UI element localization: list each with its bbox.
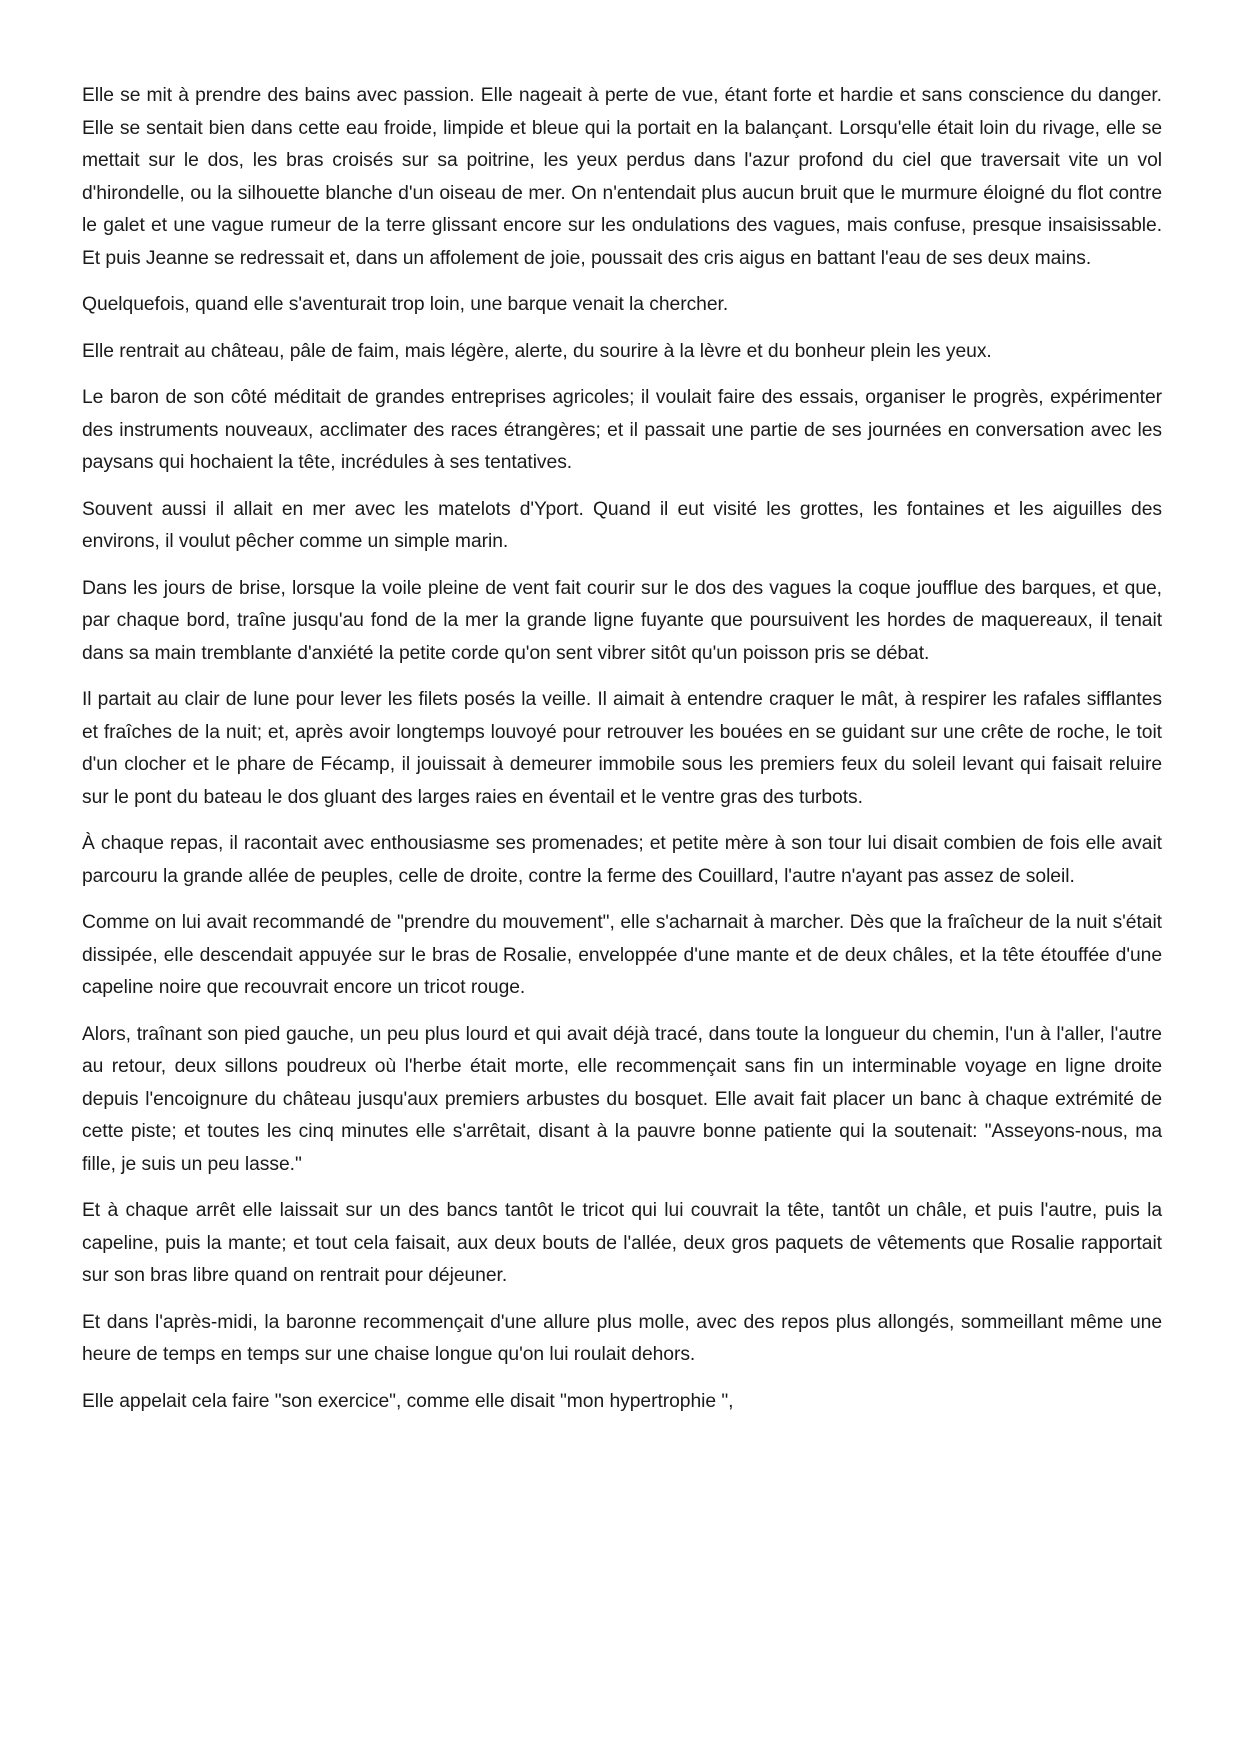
paragraph-10: Alors, traînant son pied gauche, un peu plus lourd et qui avait déjà tracé, dans toute la longueur du chemin, l'un à l'aller, l'autre au retour, deux sillons poudreux où l'herbe était morte, elle recommençait sans fin un interminable voyage en ligne droite depuis l'encoignure du château jusqu'aux premiers arbustes du bosquet. Elle avait fait placer un banc à chaque extrémité de cette piste; et toutes les cinq minutes elle s'arrêtait, disant à la pauvre bonne patiente qui la soutenait: "Asseyons-nous, ma fille, je suis un peu lasse." — [82, 1023, 1162, 1175]
paragraph-13: Elle appelait cela faire "son exercice", comme elle disait "mon hypertrophie ", — [82, 1390, 734, 1412]
paragraph-1: Elle se mit à prendre des bains avec passion. Elle nageait à perte de vue, étant forte et hardie et sans conscience du danger. Elle se sentait bien dans cette eau froide, limpide et bleue qui la portait en la balançant. Lorsqu'elle était loin du rivage, elle se mettait sur le dos, les bras croisés sur sa poitrine, les yeux perdus dans l'azur profond du ciel que traversait vite un vol d'hirondelle, ou la silhouette blanche d'un oiseau de mer. On n'entendait plus aucun bruit que le murmure éloigné du flot contre le galet et une vague rumeur de la terre glissant encore sur les ondulations des vagues, mais confuse, presque insaisissable. Et puis Jeanne se redressait et, dans un affolement de joie, poussait des cris aigus en battant l'eau de ses deux mains. — [82, 85, 1162, 269]
paragraph-9: Comme on lui avait recommandé de "prendre du mouvement", elle s'acharnait à marcher. Dès que la fraîcheur de la nuit s'était dissipée, elle descendait appuyée sur le bras de Rosalie, enveloppée d'une mante et de deux châles, et la tête étouffée d'une capeline noire que recouvrait encore un tricot rouge. — [82, 912, 1162, 998]
paragraph-2: Quelquefois, quand elle s'aventurait trop loin, une barque venait la chercher. — [82, 294, 729, 315]
paragraph-3: Elle rentrait au château, pâle de faim, mais légère, alerte, du sourire à la lèvre et du bonheur plein les yeux. — [82, 340, 992, 362]
paragraph-4: Le baron de son côté méditait de grandes entreprises agricoles; il voulait faire des essais, organiser le progrès, expérimenter des instruments nouveaux, acclimater des races étrangères; et il passait une partie de ses journées en conversation avec les paysans qui hochaient la tête, incrédules à ses tentatives. — [82, 387, 1162, 473]
paragraph-8: À chaque repas, il racontait avec enthousiasme ses promenades; et petite mère à son tour lui disait combien de fois elle avait parcouru la grande allée de peuples, celle de droite, contre la ferme des Couillard, l'autre n'ayant pas assez de soleil. — [82, 833, 1162, 887]
paragraph-6: Dans les jours de brise, lorsque la voile pleine de vent fait courir sur le dos des vagues la coque joufflue des barques, et que, par chaque bord, traîne jusqu'au fond de la mer la grande ligne fuyante que poursuivent les hordes de maquereaux, il tenait dans sa main tremblante d'anxiété la petite corde qu'on sent vibrer sitôt qu'un poisson pris se débat. — [82, 577, 1162, 664]
paragraph-7: Il partait au clair de lune pour lever les filets posés la veille. Il aimait à entendre craquer le mât, à respirer les rafales sifflantes et fraîches de la nuit; et, après avoir longtemps louvoyé pour retrouver les bouées en se guidant sur une crête de roche, le toit d'un clocher et le phare de Fécamp, il jouissait à demeurer immobile sous les premiers feux du soleil levant qui faisait reluire sur le pont du bateau le dos gluant des larges raies en éventail et le ventre gras des turbots. — [82, 689, 1162, 808]
paragraph-5: Souvent aussi il allait en mer avec les matelots d'Yport. Quand il eut visité les grottes, les fontaines et les aiguilles des environs, il voulut pêcher comme un simple marin. — [82, 498, 1162, 552]
paragraph-11: Et à chaque arrêt elle laissait sur un des bancs tantôt le tricot qui lui couvrait la tête, tantôt un châle, et puis l'autre, puis la capeline, puis la mante; et tout cela faisait, aux deux bouts de l'allée, deux gros paquets de vêtements que Rosalie rapportait sur son bras libre quand on rentrait pour déjeuner. — [82, 1200, 1162, 1286]
paragraph-12: Et dans l'après-midi, la baronne recommençait d'une allure plus molle, avec des repos plus allongés, sommeillant même une heure de temps en temps sur une chaise longue qu'on lui roulait dehors. — [82, 1311, 1162, 1365]
